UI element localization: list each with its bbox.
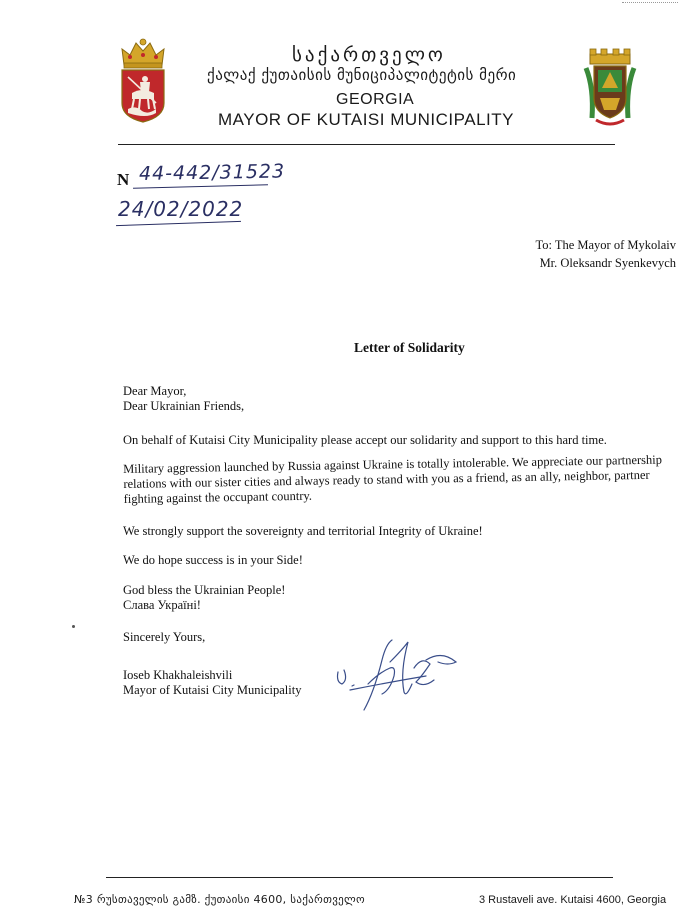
- georgia-coat-of-arms-emblem: [118, 37, 168, 123]
- signer-name: Ioseb Khakhaleishvili: [123, 668, 233, 682]
- signature-block: [123, 668, 301, 698]
- kutaisi-city-emblem: [582, 48, 638, 128]
- salutation-line: Dear Ukrainian Friends,: [123, 399, 245, 413]
- scan-speck: [72, 625, 75, 628]
- header-country: GEORGIA: [336, 91, 415, 108]
- footer-address-georgian: №3 რუსთაველის გამზ. ქუთაისი 4600, საქართველო: [74, 893, 365, 906]
- closing: Sincerely Yours,: [123, 630, 206, 644]
- header-divider: [118, 144, 615, 145]
- crown-icon: [122, 39, 164, 68]
- laurel-right-icon: [628, 68, 634, 118]
- salutation: [123, 384, 244, 414]
- reference-date: 24/02/2022: [118, 197, 244, 221]
- blessing-line: Слава Україні!: [123, 598, 201, 612]
- reference-date-underline: [116, 221, 241, 226]
- letter-title: Letter of Solidarity: [354, 340, 465, 355]
- paragraph: On behalf of Kutaisi City Municipality please accept our solidarity and support to this hard time.: [123, 433, 607, 447]
- paragraph: Military aggression launched by Russia against Ukraine is totally intolerable. We appreciate our partnership relations with our sister cities and always ready to stand with you as a friend, as an ally, neighbor, partner fighting against the occupant country.: [123, 452, 663, 506]
- footer-divider: [106, 877, 613, 878]
- ribbon-icon: [596, 120, 624, 124]
- addressee-line: Mr. Oleksandr Syenkevych: [539, 256, 676, 270]
- scan-artifact: [622, 2, 678, 3]
- paragraph: We strongly support the sovereignty and territorial Integrity of Ukraine!: [123, 524, 483, 538]
- reference-number-underline: [133, 184, 268, 189]
- salutation-line: Dear Mayor,: [123, 384, 187, 398]
- laurel-left-icon: [586, 68, 592, 118]
- blessing-line: God bless the Ukrainian People!: [123, 583, 286, 597]
- handwritten-signature-icon: [330, 632, 470, 717]
- blessing: [123, 583, 285, 613]
- paragraph: We do hope success is in your Side!: [123, 553, 303, 567]
- header-office: MAYOR OF KUTAISI MUNICIPALITY: [218, 110, 514, 129]
- signer-title: Mayor of Kutaisi City Municipality: [123, 683, 302, 697]
- reference-number: 44-442/31523: [138, 160, 286, 185]
- wall-crown-icon: [590, 49, 630, 64]
- header-georgian-office: ქალაქ ქუთაისის მუნიციპალიტეტის მერი: [207, 66, 517, 84]
- addressee-line: To: The Mayor of Mykolaiv: [535, 238, 676, 252]
- addressee-block: [535, 236, 676, 272]
- footer-address-english: 3 Rustaveli ave. Kutaisi 4600, Georgia: [479, 894, 667, 906]
- header-georgian-country: საქართველო: [292, 44, 446, 66]
- reference-prefix: N: [117, 170, 130, 189]
